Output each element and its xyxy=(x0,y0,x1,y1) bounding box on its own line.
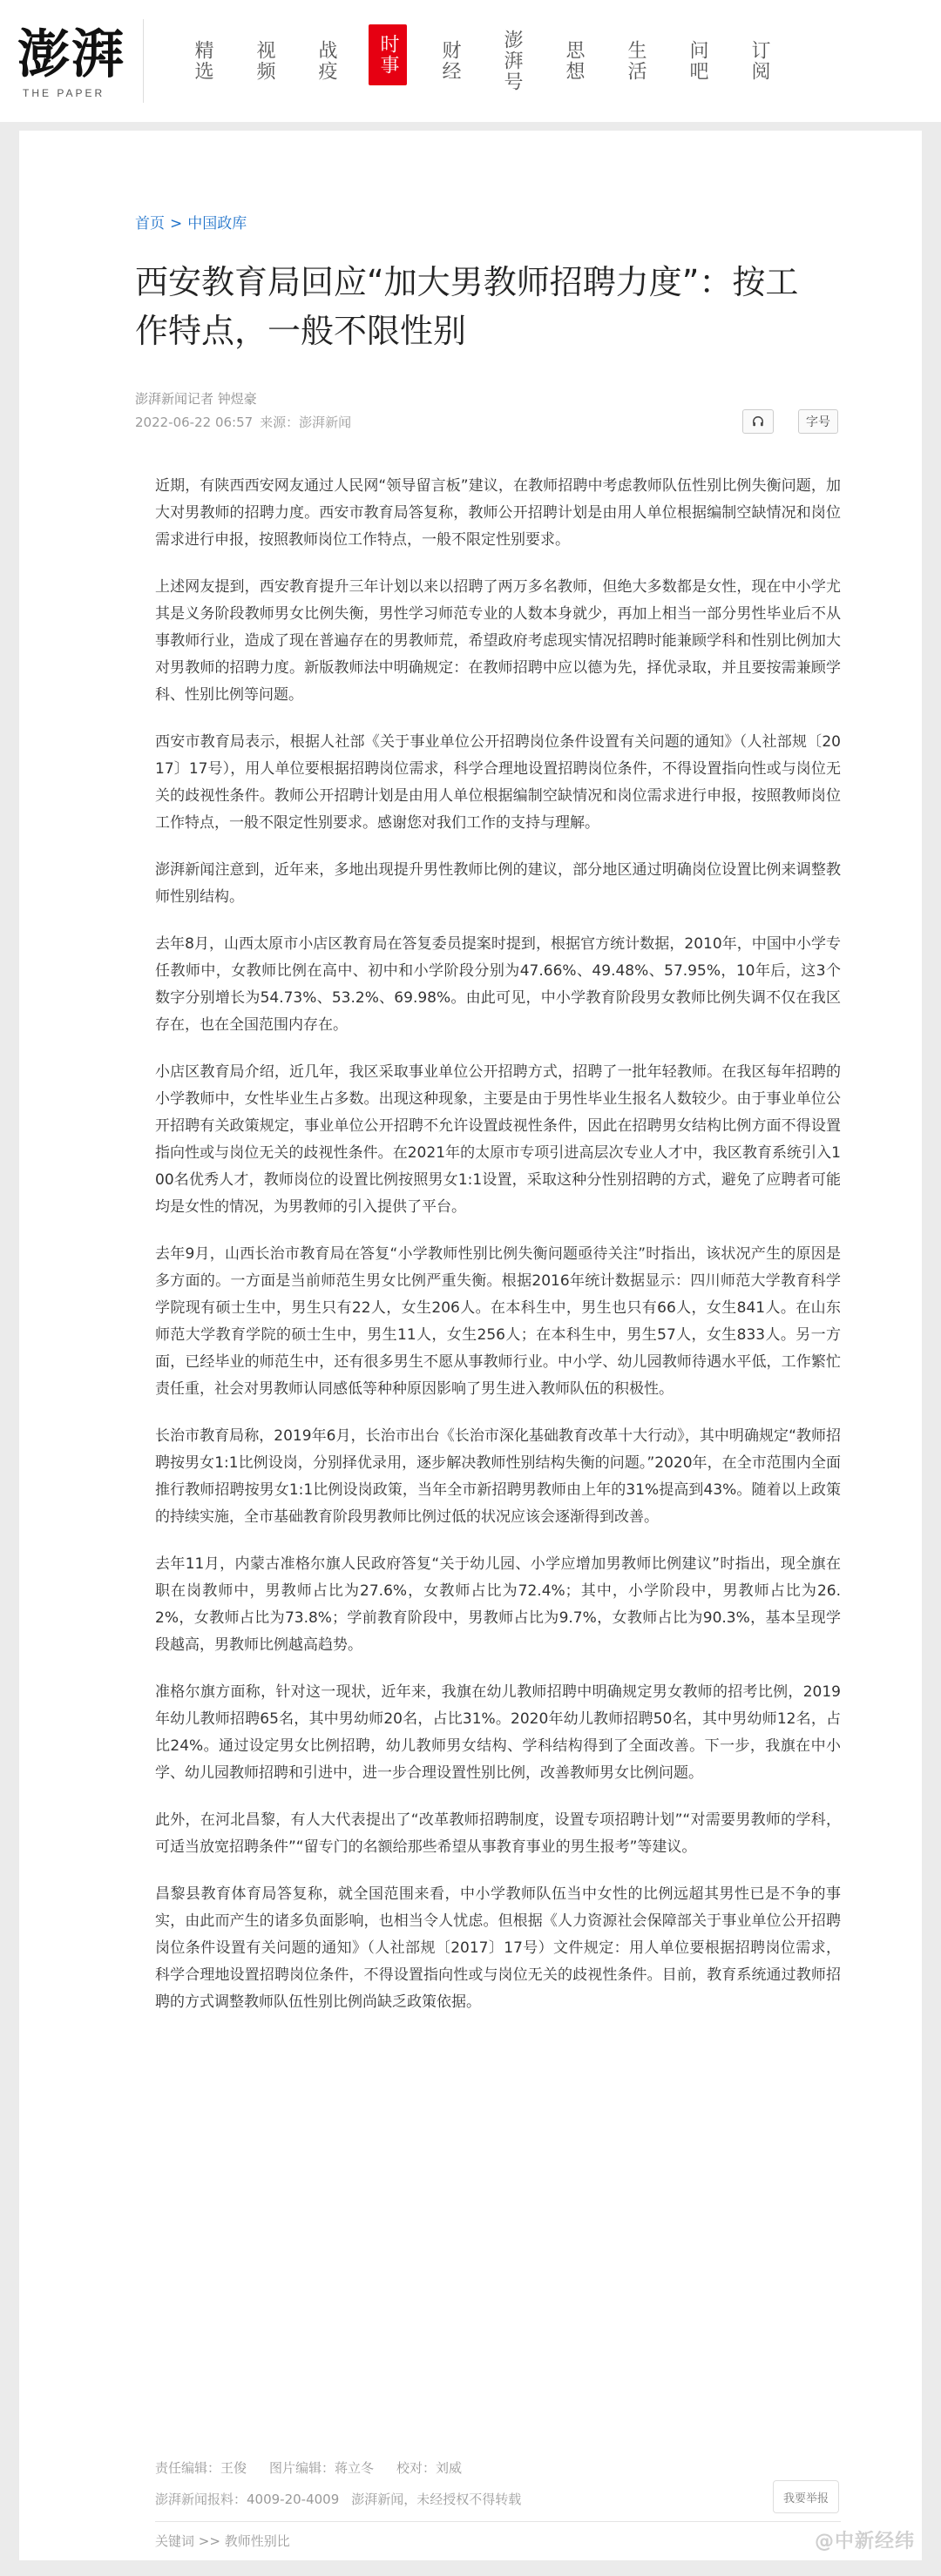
nav-divider xyxy=(143,19,144,103)
breadcrumb-section-link[interactable]: 中国政库 xyxy=(187,215,247,233)
editor-credits xyxy=(155,2458,484,2477)
headphones-icon xyxy=(752,415,764,428)
proofreader: 校对：刘威 xyxy=(396,2460,463,2476)
nav-item-subscribe[interactable]: 订阅 xyxy=(748,40,770,82)
keyword-link[interactable]: 教师性别比 xyxy=(224,2533,290,2549)
copyright-notice: 澎湃新闻，未经授权不得转载 xyxy=(351,2492,522,2507)
nav-item-video[interactable]: 视频 xyxy=(254,40,275,82)
article-meta xyxy=(135,413,358,431)
nav-item-finance[interactable]: 财经 xyxy=(439,40,461,82)
nav-item-thought[interactable]: 思想 xyxy=(563,40,585,82)
article-paragraph: 此外，在河北昌黎，有人大代表提出了“改革教师招聘制度，设置专项招聘计划”“对需要男教师的学科，可适当放宽招聘条件”“留专门的名额给那些希望从事教育事业的男生报考”等建议。 xyxy=(155,1811,841,1856)
main-nav xyxy=(183,21,802,101)
article-paragraph: 上述网友提到，西安教育提升三年计划以来以招聘了两万多名教师，但绝大多数都是女性，现在中小学尤其是义务阶段教师男女比例失衡，男性学习师范专业的人数本身就少，再加上相当一部分男性毕业后不从事教师行业，造成了现在普遍存在的男教师荒，希望政府考虑现实情况招聘时能兼顾学科和性别比例加大对男教师的招聘力度。新版教师法中明确规定：在教师招聘中应以德为先，择优录取，并且要按需兼顾学科、性别比例等问题。 xyxy=(155,578,841,704)
breadcrumb-separator: > xyxy=(170,215,183,233)
keywords-row xyxy=(155,2532,290,2550)
article-paragraph: 去年9月，山西长治市教育局在答复“小学教师性别比例失衡问题亟待关注”时指出，该状况产生的原因是多方面的。一方面是当前师范生男女比例严重失衡。根据2016年统计数据显示：四川师范大学教育科学学院现有硕士生中，男生只有22人，女生206人。在本科生中，男生也只有66人，女生841人。在山东师范大学教育学院的硕士生中，男生11人，女生256人；在本科生中，男生57人，女生833人。另一方面，已经毕业的师范生中，还有很多男生不愿从事教师行业。中小学、幼儿园教师待遇水平低，工作繁忙责任重，社会对男教师认同感低等种种原因影响了男生进入教师队伍的积极性。 xyxy=(155,1245,841,1398)
article-reporters: 澎湃新闻记者 钟煜豪 xyxy=(135,391,257,407)
source-watermark: @中新经纬 xyxy=(815,2531,916,2552)
responsible-editor: 责任编辑：王俊 xyxy=(155,2460,247,2476)
article-paragraph: 近期，有陕西西安网友通过人民网“领导留言板”建议，在教师招聘中考虑教师队伍性别比例失衡问题，加大对男教师的招聘力度。西安市教育局答复称，教师公开招聘计划是由用人单位根据编制空缺情况和岗位需求进行申报，按照教师岗位工作特点，一般不限定性别要求。 xyxy=(155,477,841,549)
listen-button[interactable] xyxy=(742,409,774,434)
breadcrumb-home-link[interactable]: 首页 xyxy=(135,215,165,233)
hotline-number: 澎湃新闻报料：4009-20-4009 xyxy=(155,2492,340,2507)
article-paragraph: 准格尔旗方面称，针对这一现状，近年来，我旗在幼儿教师招聘中明确规定男女教师的招考比例，2019年幼儿教师招聘65名，其中男幼师20名，占比31%。2020年幼儿教师招聘50名，其中男幼师12名，占比24%。通过设定男女比例招聘，幼儿教师男女结构、学科结构得到了全面改善。下一步，我旗在中小学、幼儿园教师招聘和引进中，进一步合理设置性别比例，改善教师男女比例问题。 xyxy=(155,1683,841,1782)
article-datetime: 2022-06-22 06:57 xyxy=(135,415,254,430)
top-navigation-bar xyxy=(0,0,941,122)
nav-item-current-affairs[interactable]: 时事 xyxy=(369,24,407,85)
news-hotline xyxy=(155,2490,533,2508)
logo-text: 澎湃 xyxy=(17,24,125,85)
nav-item-ask[interactable]: 问吧 xyxy=(687,40,708,82)
article-paragraph: 小店区教育局介绍，近几年，我区采取事业单位公开招聘方式，招聘了一批年轻教师。在我区每年招聘的小学教师中，女性毕业生占多数。出现这种现象，主要是由于男性毕业生报名人数较少。由于事业单位公开招聘有关政策规定，事业单位公开招聘不允许设置歧视性条件，因此在招聘男女结构比例方面不得设置指向性或与岗位无关的歧视性条件。在2021年的太原市专项引进高层次专业人才中，我区教育系统引入100名优秀人才，教师岗位的设置比例按照男女1:1设置，采取这种分性别招聘的方式，避免了应聘者可能均是女性的情况，为男教师的引入提供了平台。 xyxy=(155,1063,841,1216)
article-paragraph: 昌黎县教育体育局答复称，就全国范围来看，中小学教师队伍当中女性的比例远超其男性已是不争的事实，由此而产生的诸多负面影响，也相当令人忧虑。但根据《人力资源社会保障部关于事业单位公开招聘岗位条件设置有关问题的通知》（人社部规〔2017〕17号）文件规定：用人单位要根据招聘岗位需求，科学合理地设置招聘岗位条件，不得设置指向性或与岗位无关的歧视性条件。目前，教育系统通过教师招聘的方式调整教师队伍性别比例尚缺乏政策依据。 xyxy=(155,1885,841,2011)
logo-subtext: THE PAPER xyxy=(23,87,105,99)
keywords-label: 关键词 >> xyxy=(155,2533,220,2549)
article-paragraph: 去年11月，内蒙古准格尔旗人民政府答复“关于幼儿园、小学应增加男教师比例建议”时指出，现全旗在职在岗教师中，男教师占比为27.6%，女教师占比为72.4%；其中，小学阶段中，男教师占比为26.2%，女教师占比为73.8%；学前教育阶段中，男教师占比为9.7%，女教师占比为90.3%，基本呈现学段越高，男教师比例越高趋势。 xyxy=(155,1555,841,1654)
font-size-button[interactable]: 字号 xyxy=(798,409,838,434)
article-paragraph: 西安市教育局表示，根据人社部《关于事业单位公开招聘岗位条件设置有关问题的通知》（人社部规〔2017〕17号），用人单位要根据招聘岗位需求，科学合理地设置招聘岗位条件，不得设置指向性或与岗位无关的歧视性条件。教师公开招聘计划是由用人单位根据编制空缺情况和岗位需求进行申报，按照教师岗位工作特点，一般不限定性别要求。感谢您对我们工作的支持与理解。 xyxy=(155,733,841,832)
article-body xyxy=(155,473,841,2036)
report-button[interactable]: 我要举报 xyxy=(773,2480,839,2513)
nav-item-epidemic[interactable]: 战疫 xyxy=(315,40,337,82)
image-editor: 图片编辑：蒋立冬 xyxy=(269,2460,375,2476)
breadcrumb xyxy=(135,211,247,233)
nav-item-featured[interactable]: 精选 xyxy=(192,40,213,82)
article-paragraph: 长治市教育局称，2019年6月，长治市出台《长治市深化基础教育改革十大行动》，其中明确规定“教师招聘按男女1:1比例设岗，分别择优录用，逐步解决教师性别结构失衡的问题。”2020年，在全市范围内全面推行教师招聘按男女1:1比例设岗政策，当年全市新招聘男教师由上年的31%提高到43%。随着以上政策的持续实施，全市基础教育阶段男教师比例过低的状况应该会逐渐得到改善。 xyxy=(155,1427,841,1526)
site-logo[interactable] xyxy=(10,12,141,108)
nav-item-life[interactable]: 生活 xyxy=(625,40,647,82)
article-paragraph: 去年8月，山西太原市小店区教育局在答复委员提案时提到，根据官方统计数据，2010年，中国中小学专任教师中，女教师比例在高中、初中和小学阶段分别为47.66%、49.48%、57.95%，10年后，这3个数字分别增长为54.73%、53.2%、69.98%。由此可见，中小学教育阶段男女教师比例失调不仅在我区存在，也在全国范围内存在。 xyxy=(155,935,841,1034)
keywords-divider xyxy=(155,2521,841,2522)
article-source: 来源：澎湃新闻 xyxy=(260,415,352,430)
article-title: 西安教育局回应“加大男教师招聘力度”：按工作特点，一般不限性别 xyxy=(135,263,799,350)
nav-item-pengpai-hao[interactable]: 澎湃号 xyxy=(501,30,523,92)
article-paragraph: 澎湃新闻注意到，近年来，多地出现提升男性教师比例的建议，部分地区通过明确岗位设置比例来调整教师性别结构。 xyxy=(155,861,841,906)
